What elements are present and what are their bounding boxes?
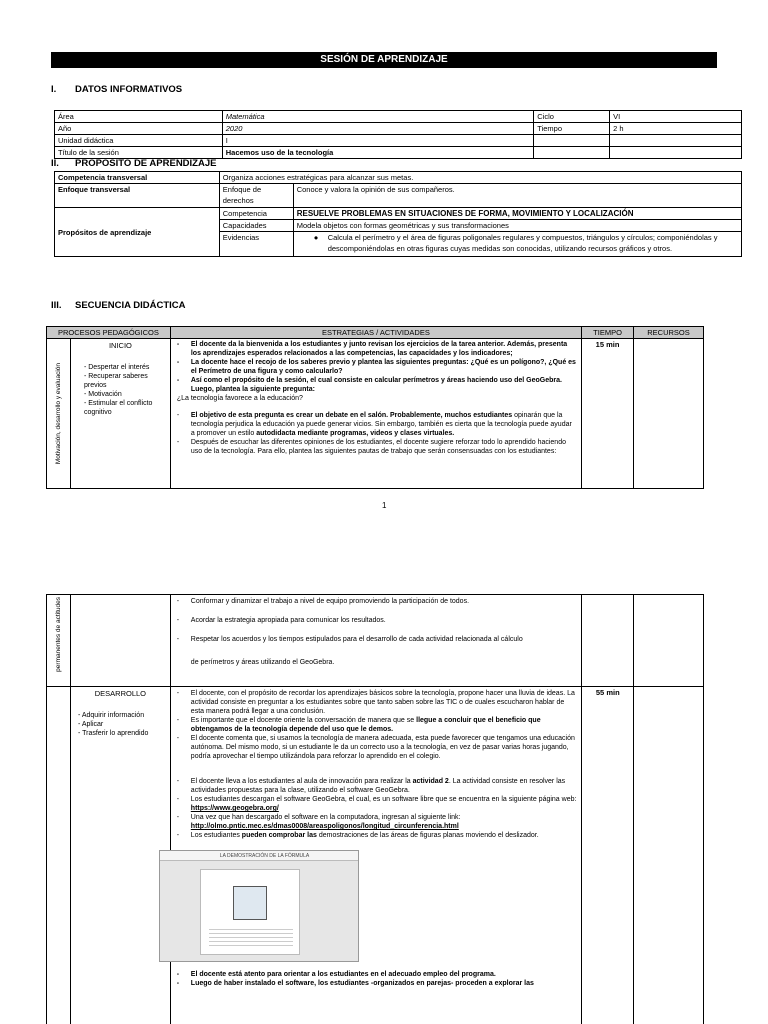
inicio-actividades-cell (170, 339, 581, 489)
comp-trans-label: Competencia transversal (55, 172, 220, 184)
list-item: - Acordar la estrategia apropiada para comunicar los resultados. (177, 616, 578, 625)
section-heading-datos: I. DATOS INFORMATIVOS (51, 84, 183, 95)
desarrollo-actividades-cell (170, 687, 582, 1024)
ciclo-value: VI (610, 111, 742, 123)
header-recursos: RECURSOS (634, 327, 704, 339)
list-item: ¿La tecnología favorece a la educación? (176, 395, 303, 402)
list-item: - Luego de haber instalado el software, los estudiantes -organizados en parejas- proceden a explorar las (177, 979, 578, 988)
side-label-cell (47, 339, 71, 489)
header-estrategias: ESTRATEGIAS / ACTIVIDADES (170, 327, 581, 339)
side-label-actitudes: permanentes de actitudes (54, 597, 62, 672)
list-item: - Conformar y dinamizar el trabajo a nivel de equipo promoviendo la participación de todos. (177, 597, 578, 606)
olmo-link[interactable]: http://olmo.pntic.mec.es/dmas0008/areaspoligonos/longitud_circunferencia.html (190, 823, 459, 830)
comp-trans-value: Organiza acciones estratégicas para alcanzar sus metas. (219, 172, 741, 184)
ciclo-label: Ciclo (534, 111, 610, 123)
secuencia-table-page2 (46, 594, 704, 1024)
proposito-table (54, 171, 742, 257)
list-item: - Después de escuchar las diferentes opiniones de los estudiantes, el docente sugiere reforzar todo lo aprendido haciendo uso de la tecnología. Para ello, plantea las siguientes pautas de trabajo que serán consensuadas con los estudiantes: (177, 438, 577, 456)
side-label-cell-2 (47, 595, 71, 687)
section-heading-secuencia: III. SECUENCIA DIDÁCTICA (51, 300, 186, 311)
screenshot-canvas (200, 869, 300, 955)
list-item: - Una vez que han descargado el software en la computadora, ingresan al siguiente link: http://olmo.pntic.mec.es/dmas0008/areaspoligonos/longitud_circunferencia.html (177, 813, 578, 831)
cont-actividades-list (177, 597, 578, 667)
titulo-value: Hacemos uso de la tecnología (222, 147, 534, 159)
desarrollo-title: DESARROLLO (94, 689, 147, 698)
list-item: - La docente hace el recojo de los saberes previo y plantea las siguientes preguntas: ¿Qué es un polígono?, ¿Qué es el Perímetro de una figura y como calcularlo? (177, 358, 577, 376)
titulo-label: Título de la sesión (55, 147, 223, 159)
unidad-label: Unidad didáctica (55, 135, 223, 147)
cont-recursos (634, 595, 704, 687)
screenshot-caption: LA DEMOSTRACIÓN DE LA FÓRMULA (160, 851, 358, 861)
inicio-title: INICIO (108, 341, 132, 350)
geogebra-screenshot-item (177, 850, 578, 962)
list-item: - El docente, con el propósito de recordar los aprendizajes básicos sobre la tecnología, propone hacer una lluvia de ideas. La actividad consiste en preguntar a los estudiantes sobre que tanto saben sobre las TIC o de cuales escucharon hablar de esta manera podrá llegar a una conclusión. (177, 689, 578, 716)
side-blank-cell (47, 687, 71, 1024)
document-title: SESIÓN DE APRENDIZAJE (51, 52, 717, 68)
section-heading-proposito: II. PROPOSITO DE APRENDIZAJE (51, 158, 217, 169)
list-item: - Respetar los acuerdos y los tiempos estipulados para el desarrollo de cada actividad relacionada al cálculo (177, 635, 578, 644)
inicio-recursos (634, 339, 704, 489)
desarrollo-procesos-list (74, 711, 167, 738)
anio-value: 2020 (222, 123, 534, 135)
evidencias-cell (293, 232, 741, 257)
list-item: - Recuperar saberes previos (84, 372, 167, 390)
list-item: - Motivación (84, 390, 167, 399)
inicio-procesos-cell (70, 339, 170, 489)
tiempo-value: 2 h (610, 123, 742, 135)
inicio-actividades-list (177, 340, 577, 456)
list-item: - Estimular el conflicto cognitivo (84, 399, 167, 417)
list-item: - El docente comenta que, si usamos la tecnología de manera adecuada, esta puede favorecer que tengamos una educación autónoma. Del mismo modo, si un estudiante le da un correcto uso a la tecnología, en vez de pasar varias horas jugando, podría aprovechar el tiempo utilizándola para reforzar lo aprendido en el colegio. (177, 734, 578, 761)
list-item: - Despertar el interés (84, 363, 167, 372)
square-figure-icon (233, 886, 267, 920)
enfoque-derechos-label: Enfoque de derechos (219, 184, 293, 208)
list-item: - Los estudiantes pueden comprobar las demostraciones de las áreas de figuras planas moviendo el deslizador. (177, 831, 578, 840)
list-item: - El docente está atento para orientar a los estudiantes en el adecuado empleo del programa. (177, 970, 578, 979)
evidencias-label: Evidencias (219, 232, 293, 257)
inicio-procesos-list (74, 363, 167, 417)
desarrollo-procesos-cell (70, 687, 170, 1024)
side-label-motivacion: Motivación, desarrollo y evaluación (54, 362, 62, 465)
cont-procesos-cell (70, 595, 170, 687)
list-item: de perímetros y áreas utilizando el GeoGebra. (190, 659, 335, 666)
bullet-icon: ● (313, 233, 319, 242)
list-item: - El docente da la bienvenida a los estudiantes y junto revisan los ejercicios de la tarea anterior. Además, presenta los aprendizajes esperados relacionados a las competencias, las capacidades y los indicadores; (177, 340, 577, 358)
geogebra-screenshot (159, 850, 359, 962)
tiempo-label: Tiempo (534, 123, 610, 135)
unidad-value: I (222, 135, 534, 147)
capacidades-label: Capacidades (219, 220, 293, 232)
list-item: - El docente lleva a los estudiantes al aula de innovación para realizar la actividad 2. La actividad consiste en resolver las actividades propuestas para la clase, utilizando el software GeoGebra. (177, 777, 578, 795)
secuencia-table-page1 (46, 326, 704, 489)
area-value: Matemática (222, 111, 534, 123)
list-item: - Así como el propósito de la sesión, el cual consiste en calcular perímetros y áreas haciendo uso del GeoGebra. Luego, plantea la siguiente pregunta: (177, 376, 577, 394)
competencia-label: Competencia (219, 208, 293, 220)
anio-label: Año (55, 123, 223, 135)
propositos-label: Propósitos de aprendizaje (55, 208, 220, 257)
header-procesos: PROCESOS PEDAGÓGICOS (47, 327, 171, 339)
cont-tiempo (582, 595, 634, 687)
text-lines-icon (209, 926, 293, 948)
cont-actividades-cell (170, 595, 582, 687)
page-number: 1 (382, 501, 387, 510)
evidencias-value: Calcula el perímetro y el área de figuras poligonales regulares y compuestos, triángulos y círculos; componiéndolas y descomponiéndolas en otras figuras cuyas medidas son conocidas, utilizando recursos gráficos y otros. (327, 233, 718, 253)
capacidades-value: Modela objetos con formas geométricas y sus transformaciones (293, 220, 741, 232)
enfoque-label: Enfoque transversal (55, 184, 220, 208)
list-item: - El objetivo de esta pregunta es crear un debate en el salón. Probablemente, muchos estudiantes opinarán que la tecnología perjudica la educación ya puede generar vicios. Sin embargo, también es cierta que la tecnología puede ayudar a promover un estilo autodidacta mediante programas, videos y clases virtuales. (177, 411, 577, 438)
list-item: - Aplicar (78, 720, 167, 729)
geogebra-link[interactable]: https://www.geogebra.org/ (190, 805, 279, 812)
desarrollo-tiempo: 55 min (582, 687, 634, 1024)
inicio-tiempo: 15 min (582, 339, 634, 489)
header-tiempo: TIEMPO (582, 327, 634, 339)
competencia-value: RESUELVE PROBLEMAS EN SITUACIONES DE FORMA, MOVIMIENTO Y LOCALIZACIÓN (293, 208, 741, 220)
list-item: - Es importante que el docente oriente la conversación de manera que se llegue a concluir que el beneficio que obtengamos de la tecnología depende del uso que le demos. (177, 716, 578, 734)
enfoque-value: Conoce y valora la opinión de sus compañeros. (293, 184, 741, 208)
area-label: Área (55, 111, 223, 123)
desarrollo-recursos (634, 687, 704, 1024)
datos-informativos-table (54, 110, 742, 159)
list-item: - Los estudiantes descargan el software GeoGebra, el cual, es un software libre que se encuentra en la siguiente página web: https://www.geogebra.org/ (177, 795, 578, 813)
list-item: - Adquirir información (78, 711, 167, 720)
desarrollo-actividades-list (177, 689, 578, 988)
list-item: - Trasferir lo aprendido (78, 729, 167, 738)
